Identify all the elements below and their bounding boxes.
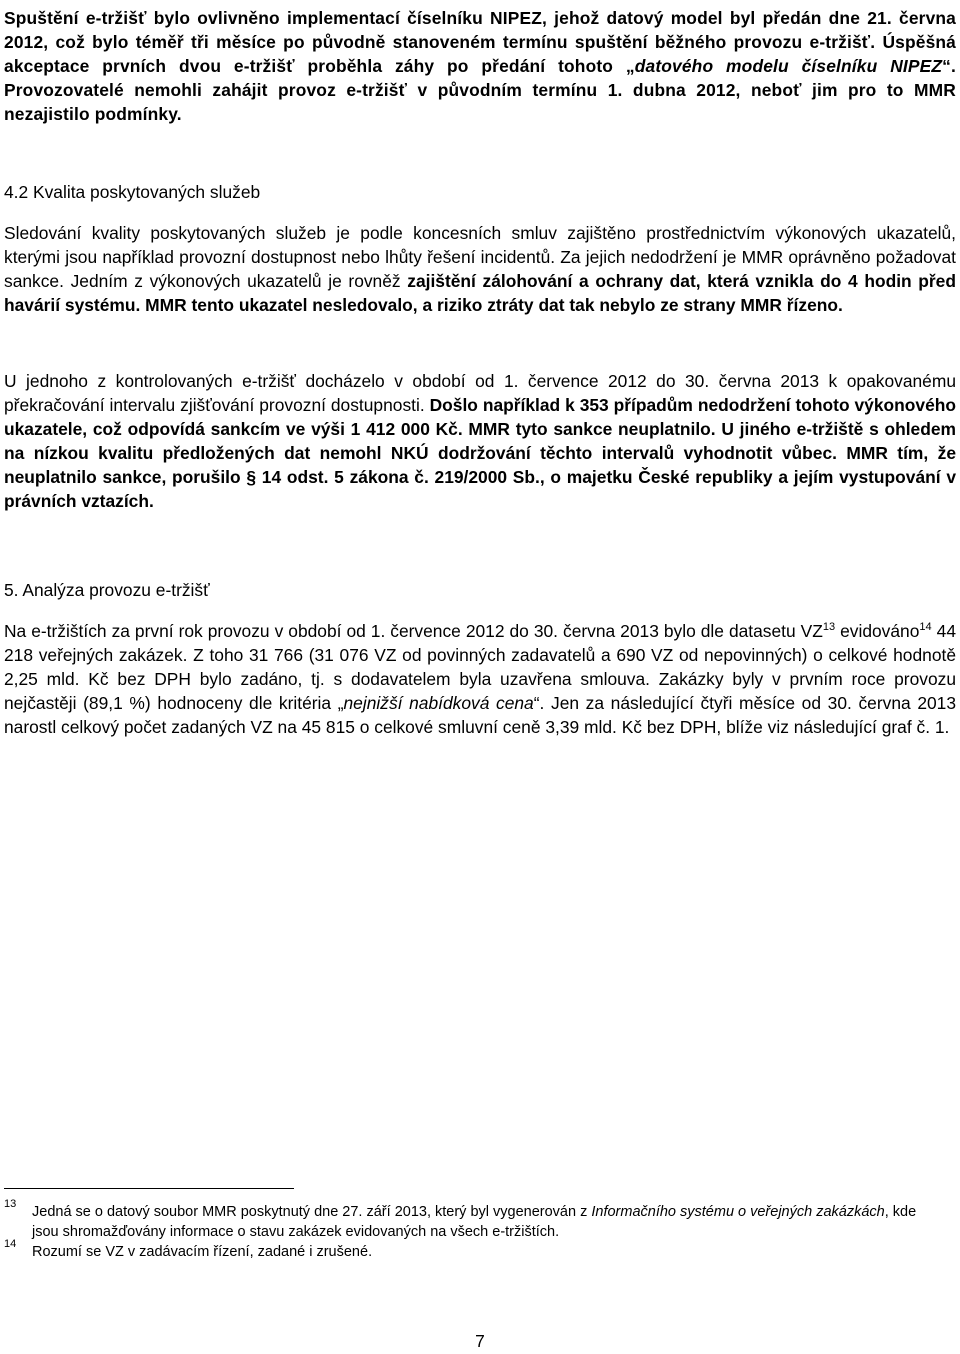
footnote-ref-13[interactable]: 13: [822, 621, 836, 634]
footnote-divider: [4, 1188, 294, 1189]
s42-p1-bold: zajištění zálohování a ochrany dat, která vznikla do 4 hodin před havárií systému. MMR tento ukazatel nesledovalo, a riziko ztráty dat tak nebylo ze strany MMR řízeno.: [4, 271, 956, 315]
footnote-13: [4, 1198, 944, 1242]
s5-p1-italic: nejnižší nabídková cena: [343, 693, 534, 713]
intro-text-italic: datového modelu číselníku NIPEZ: [634, 56, 943, 76]
footnote-text: Rozumí se VZ v zadávacím řízení, zadané i zrušené.: [32, 1244, 373, 1260]
s5-p1-text-b: evidováno: [835, 621, 920, 641]
page-number: 7: [475, 1331, 485, 1351]
footnote-text: , kde jsou shromažďovány informace o stavu zakázek evidovaných na všech e-tržištích.: [32, 1204, 917, 1240]
intro-text-1: Spuštění e-tržišť bylo ovlivněno implementací číselníku NIPEZ, jehož datový model byl předán dne 21. června 2012, což bylo téměř tři měsíce po původně stanoveném termínu spuštění běžného provozu e-tržišť. Úspěšná akceptace prvních dvou e-tržišť proběhla záhy po předání tohoto „: [4, 8, 956, 76]
footnote-ref-14[interactable]: 14: [919, 621, 932, 634]
section-heading-4-2: 4.2 Kvalita poskytovaných služeb: [4, 182, 261, 202]
section-4-2-paragraph-1: [4, 221, 956, 317]
s42-p1-text: Sledování kvality poskytovaných služeb je podle koncesních smluv zajištěno prostřednictvím výkonových ukazatelů, kterými jsou například provozní dostupnost nebo lhůty řešení incidentů. Za jejich nedodržení je MMR oprávněno požadovat sankce. Jedním z výkonových ukazatelů je rovněž: [4, 223, 956, 291]
footnotes: [4, 1198, 944, 1262]
s42-p2-text: U jednoho z kontrolovaných e-tržišť docházelo v období od 1. července 2012 do 30. června 2013 k opakovanému překračování intervalu zjišťování provozní dostupnosti.: [4, 371, 956, 415]
s5-p1-text-c: 44 218 veřejných zakázek. Z toho 31 766 (31 076 VZ od povinných zadavatelů a 690 VZ od nepovinných) o celkové hodnotě 2,25 mld. Kč bez DPH bylo zadáno, tj. s dodavatelem byla uzavřena smlouva. Zakázky byly v prvním roce provozu nejčastěji (89,1 %) hodnoceny dle kritéria „: [4, 621, 956, 713]
footnote-text: Jedná se o datový soubor MMR poskytnutý dne 27. září 2013, který byl vygenerován z: [32, 1204, 592, 1220]
s42-p2-bold: Došlo například k 353 případům nedodržení tohoto výkonového ukazatele, což odpovídá sankcím ve výši 1 412 000 Kč. MMR tyto sankce neuplatnilo. U jiného e-tržiště s ohledem na nízkou kvalitu předložených dat nemohl NKÚ dodržování těchto intervalů vyhodnotit vůbec. MMR tím, že neuplatnilo sankce, porušilo § 14 odst. 5 zákona č. 219/2000 Sb., o majetku České republiky a jejím vystupování v právních vztazích.: [4, 395, 956, 511]
footnote-text-italic: Informačního systému o veřejných zakázkách: [591, 1204, 885, 1220]
section-5-paragraph-1: [4, 619, 956, 739]
footnote-number: 13: [4, 1198, 17, 1210]
intro-text-3: “. Provozovatelé nemohli zahájit provoz e-tržišť v původním termínu 1. dubna 2012, neboť jim pro to MMR nezajistilo podmínky.: [4, 56, 956, 124]
section-4-2-paragraph-2: [4, 369, 956, 513]
intro-paragraph: [4, 6, 956, 126]
s5-p1-text-e: “. Jen za následující čtyři měsíce od 30. června 2013 narostl celkový počet zadaných VZ na 45 815 o celkové smluvní ceně 3,39 mld. Kč bez DPH, blíže viz následující graf č. 1.: [4, 693, 957, 737]
footnote-14: [4, 1238, 944, 1262]
s5-p1-text-a: Na e-tržištích za první rok provozu v období od 1. července 2012 do 30. června 2013 bylo dle datasetu VZ: [4, 621, 823, 641]
footnote-number: 14: [4, 1238, 17, 1250]
section-heading-5: 5. Analýza provozu e-tržišť: [4, 580, 210, 600]
